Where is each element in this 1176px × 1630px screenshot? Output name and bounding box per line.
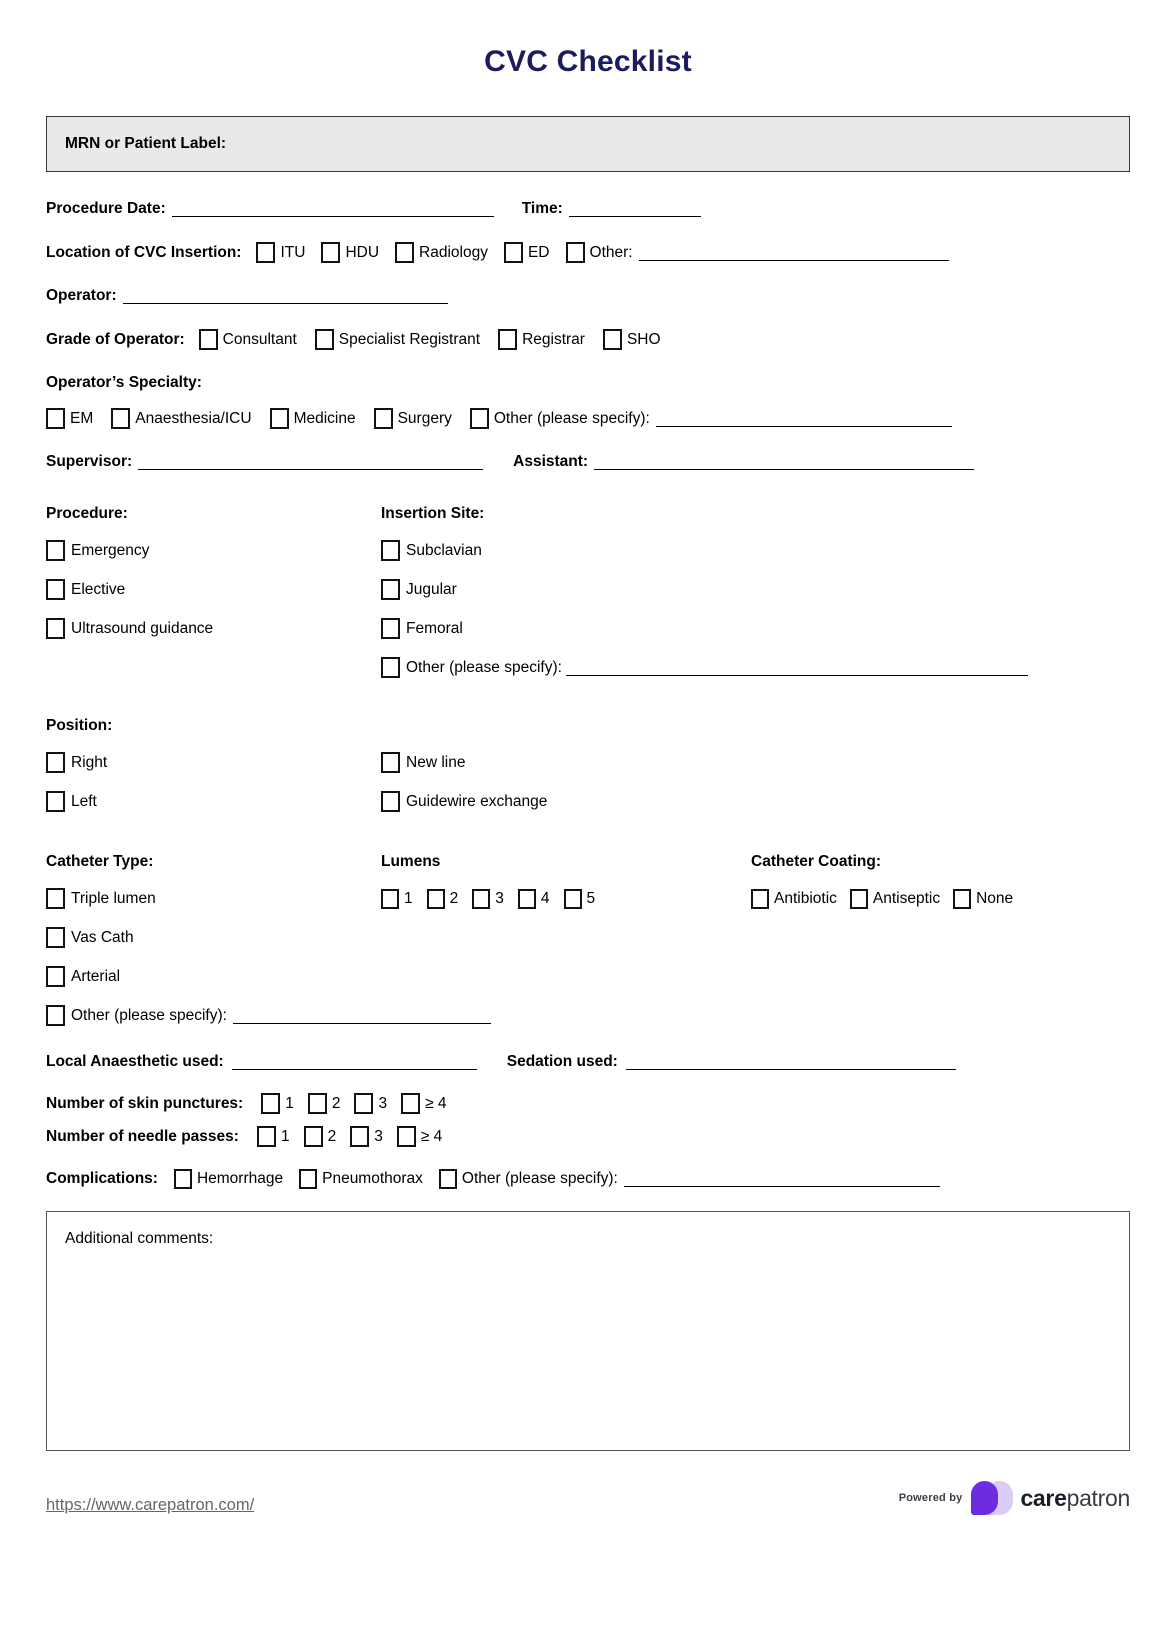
checkbox-needle-passes-4plus[interactable] xyxy=(397,1126,416,1147)
insertion-option-jugular-label: Jugular xyxy=(406,580,457,598)
checkbox-specialist-registrant[interactable] xyxy=(315,329,334,350)
checkbox-emergency[interactable] xyxy=(46,540,65,561)
skin-punctures-option-3[interactable] xyxy=(354,1093,387,1114)
checkbox-triple-lumen[interactable] xyxy=(46,888,65,909)
skin-punctures-row xyxy=(46,1093,1130,1114)
carepatron-logo-icon xyxy=(971,1481,1013,1515)
grade-of-operator-row xyxy=(46,329,1130,350)
checkbox-medicine[interactable] xyxy=(270,408,289,429)
linetype-column xyxy=(381,709,1130,821)
checkbox-needle-passes-2[interactable] xyxy=(304,1126,323,1147)
specialty-other-input[interactable] xyxy=(656,411,952,427)
checkbox-jugular[interactable] xyxy=(381,579,400,600)
catheter-coating-options xyxy=(751,879,1130,918)
grade-label: Grade of Operator: xyxy=(46,330,185,348)
local-anaesthetic-input[interactable] xyxy=(232,1054,477,1070)
grade-option-specialist-registrant[interactable] xyxy=(315,329,480,350)
skin-punctures-option-1-label: 1 xyxy=(285,1094,294,1112)
insertion-site-column xyxy=(381,497,1130,687)
specialty-option-surgery-label: Surgery xyxy=(397,409,452,427)
skin-punctures-option-2[interactable] xyxy=(308,1093,341,1114)
catheter-block xyxy=(46,845,1130,1035)
needle-passes-option-3-label: 3 xyxy=(374,1127,383,1145)
lumens-option-3-label: 3 xyxy=(495,889,504,907)
lumens-column xyxy=(381,845,751,1035)
mrn-patient-label-field[interactable] xyxy=(46,116,1130,172)
procedure-option-ultrasound-label: Ultrasound guidance xyxy=(71,619,214,637)
checkbox-needle-passes-1[interactable] xyxy=(257,1126,276,1147)
needle-passes-option-2-label: 2 xyxy=(327,1127,337,1145)
checkbox-antibiotic[interactable] xyxy=(751,889,769,909)
complications-option-hemorrhage[interactable] xyxy=(174,1169,283,1189)
position-option-left[interactable] xyxy=(46,782,381,821)
location-option-ed[interactable] xyxy=(504,242,550,263)
carepatron-wordmark xyxy=(1020,1485,1130,1512)
anaesthetic-sedation-row xyxy=(46,1053,1130,1071)
checkbox-lumens-5[interactable] xyxy=(564,889,582,909)
checkbox-lumens-1[interactable] xyxy=(381,889,399,909)
location-option-radiology[interactable] xyxy=(395,242,488,263)
lumens-option-5[interactable] xyxy=(564,889,596,909)
needle-passes-option-3[interactable] xyxy=(350,1126,383,1147)
coating-option-antibiotic-label: Antibiotic xyxy=(774,889,837,907)
location-other-input[interactable] xyxy=(639,245,949,261)
grade-option-registrar-label: Registrar xyxy=(522,330,585,348)
specialty-options-row xyxy=(46,408,1130,429)
skin-punctures-option-2-label: 2 xyxy=(331,1094,341,1112)
specialty-option-medicine[interactable] xyxy=(270,408,356,429)
checkbox-skin-punctures-3[interactable] xyxy=(354,1093,373,1114)
insertion-other-label: Other (please specify): xyxy=(406,658,562,676)
catheter-other-label: Other (please specify): xyxy=(71,1006,227,1024)
lumens-option-1-label: 1 xyxy=(404,889,413,907)
location-other-label: Other: xyxy=(589,243,633,261)
checkbox-consultant[interactable] xyxy=(199,329,218,350)
checkbox-lumens-3[interactable] xyxy=(472,889,490,909)
needle-passes-option-4plus-label: ≥ 4 xyxy=(420,1127,443,1145)
skin-punctures-label: Number of skin punctures: xyxy=(46,1094,244,1112)
specialty-option-surgery[interactable] xyxy=(374,408,452,429)
supervisor-assistant-row xyxy=(46,453,1130,471)
checkbox-anaesthesia-icu[interactable] xyxy=(111,408,130,429)
insertion-site-label: Insertion Site: xyxy=(381,505,485,522)
catheter-option-vas-cath-label: Vas Cath xyxy=(71,928,134,946)
time-input[interactable] xyxy=(569,201,701,217)
checkbox-ultrasound-guidance[interactable] xyxy=(46,618,65,639)
checkbox-em[interactable] xyxy=(46,408,65,429)
linetype-option-guidewire-exchange[interactable] xyxy=(381,782,1130,821)
location-option-itu-label: ITU xyxy=(280,243,306,261)
checkbox-new-line[interactable] xyxy=(381,752,400,773)
checkbox-itu[interactable] xyxy=(256,242,275,263)
complications-option-pneumothorax-label: Pneumothorax xyxy=(322,1170,423,1187)
catheter-option-arterial[interactable] xyxy=(46,957,381,996)
skin-punctures-option-3-label: 3 xyxy=(378,1094,388,1112)
wordmark-patron: patron xyxy=(1066,1484,1130,1511)
page-footer xyxy=(46,1481,1130,1515)
location-option-radiology-label: Radiology xyxy=(419,243,488,261)
location-option-other[interactable] xyxy=(566,242,633,263)
catheter-coating-header xyxy=(751,845,1130,879)
checkbox-skin-punctures-1[interactable] xyxy=(261,1093,280,1114)
checkbox-guidewire-exchange[interactable] xyxy=(381,791,400,812)
time-label: Time: xyxy=(521,200,563,217)
checkbox-skin-punctures-2[interactable] xyxy=(308,1093,327,1114)
position-linetype-block xyxy=(46,709,1130,821)
procedure-option-emergency[interactable] xyxy=(46,531,381,570)
insertion-option-femoral[interactable] xyxy=(381,609,1130,648)
grade-option-sho[interactable] xyxy=(603,329,661,350)
local-anaesthetic-label: Local Anaesthetic used: xyxy=(46,1053,224,1070)
logo-blob-front xyxy=(971,1481,998,1515)
insertion-option-other[interactable] xyxy=(381,648,1130,687)
assistant-input[interactable] xyxy=(594,454,974,470)
grade-option-consultant[interactable] xyxy=(199,329,297,350)
additional-comments-field[interactable] xyxy=(46,1211,1130,1451)
checkbox-left[interactable] xyxy=(46,791,65,812)
checkbox-subclavian[interactable] xyxy=(381,540,400,561)
lumens-option-2-label: 2 xyxy=(449,889,459,907)
checkbox-specialty-other[interactable] xyxy=(470,408,489,429)
location-option-hdu-label: HDU xyxy=(345,243,380,261)
position-header xyxy=(46,709,381,743)
lumens-label: Lumens xyxy=(381,853,441,870)
checkbox-sho[interactable] xyxy=(603,329,622,350)
procedure-column xyxy=(46,497,381,687)
specialty-option-medicine-label: Medicine xyxy=(293,409,356,427)
grade-option-consultant-label: Consultant xyxy=(222,330,297,348)
grade-option-sho-label: SHO xyxy=(626,330,661,348)
specialty-header-row xyxy=(46,374,1130,392)
procedure-header xyxy=(46,497,381,531)
checkbox-right[interactable] xyxy=(46,752,65,773)
grade-option-specialist-registrant-label: Specialist Registrant xyxy=(338,330,481,348)
position-label: Position: xyxy=(46,717,113,734)
lumens-options xyxy=(381,879,751,918)
insertion-option-subclavian-label: Subclavian xyxy=(406,541,482,559)
checkbox-needle-passes-3[interactable] xyxy=(350,1126,369,1147)
complications-other-label: Other (please specify): xyxy=(461,1170,618,1187)
procedure-option-ultrasound[interactable] xyxy=(46,609,381,648)
checkbox-location-other[interactable] xyxy=(566,242,585,263)
checkbox-femoral[interactable] xyxy=(381,618,400,639)
carepatron-brand xyxy=(899,1481,1130,1515)
checkbox-hemorrhage[interactable] xyxy=(174,1169,192,1189)
needle-passes-option-2[interactable] xyxy=(304,1126,337,1147)
checkbox-antiseptic[interactable] xyxy=(850,889,868,909)
supervisor-label: Supervisor: xyxy=(46,453,133,470)
location-option-itu[interactable] xyxy=(256,242,305,263)
procedure-option-emergency-label: Emergency xyxy=(71,541,150,559)
position-option-right[interactable] xyxy=(46,743,381,782)
specialty-other-label: Other (please specify): xyxy=(493,409,650,427)
coating-option-none[interactable] xyxy=(953,889,1013,909)
operator-label: Operator: xyxy=(46,287,117,304)
complications-row xyxy=(46,1169,1130,1189)
lumens-option-4[interactable] xyxy=(518,889,550,909)
complications-option-pneumothorax[interactable] xyxy=(299,1169,423,1189)
specialty-option-em[interactable] xyxy=(46,408,93,429)
position-option-left-label: Left xyxy=(71,792,97,810)
powered-by-label: Powered by xyxy=(898,1492,963,1504)
needle-passes-option-1[interactable] xyxy=(257,1126,290,1147)
linetype-option-guidewire-label: Guidewire exchange xyxy=(406,792,548,810)
specialty-option-anaesthesia-icu[interactable] xyxy=(111,408,251,429)
checkbox-vas-cath[interactable] xyxy=(46,927,65,948)
lumens-option-5-label: 5 xyxy=(586,889,596,907)
checkbox-complications-other[interactable] xyxy=(439,1169,457,1189)
lumens-option-3[interactable] xyxy=(472,889,504,909)
carepatron-url-link[interactable]: https://www.carepatron.com/ xyxy=(46,1496,255,1514)
catheter-option-arterial-label: Arterial xyxy=(71,967,121,985)
catheter-type-column xyxy=(46,845,381,1035)
skin-punctures-option-4plus-label: ≥ 4 xyxy=(425,1094,447,1112)
catheter-type-label: Catheter Type: xyxy=(46,853,154,870)
catheter-option-vas-cath[interactable] xyxy=(46,918,381,957)
skin-punctures-option-1[interactable] xyxy=(261,1093,294,1114)
checkbox-arterial[interactable] xyxy=(46,966,65,987)
lumens-option-2[interactable] xyxy=(427,889,459,909)
position-column xyxy=(46,709,381,821)
location-option-ed-label: ED xyxy=(527,243,550,261)
checkbox-pneumothorax[interactable] xyxy=(299,1169,317,1189)
page-title: CVC Checklist xyxy=(484,45,692,78)
operator-input[interactable] xyxy=(123,288,448,304)
operator-row xyxy=(46,287,1130,305)
lumens-option-4-label: 4 xyxy=(540,889,550,907)
linetype-option-new-line[interactable] xyxy=(381,743,1130,782)
catheter-option-triple-lumen[interactable] xyxy=(46,879,381,918)
checkbox-surgery[interactable] xyxy=(374,408,393,429)
position-option-right-label: Right xyxy=(71,753,108,771)
insertion-other-input[interactable] xyxy=(566,660,1028,676)
complications-option-hemorrhage-label: Hemorrhage xyxy=(196,1170,284,1187)
location-row xyxy=(46,242,1130,263)
checkbox-registrar[interactable] xyxy=(498,329,517,350)
catheter-type-header xyxy=(46,845,381,879)
linetype-option-new-line-label: New line xyxy=(406,753,466,771)
checkbox-elective[interactable] xyxy=(46,579,65,600)
location-option-hdu[interactable] xyxy=(321,242,379,263)
mrn-label: MRN or Patient Label: xyxy=(65,135,227,152)
procedure-option-elective[interactable] xyxy=(46,570,381,609)
needle-passes-option-1-label: 1 xyxy=(280,1127,290,1145)
complications-option-other[interactable] xyxy=(439,1169,618,1189)
specialty-option-other[interactable] xyxy=(470,408,650,429)
checkbox-skin-punctures-4plus[interactable] xyxy=(401,1093,420,1114)
catheter-coating-column xyxy=(751,845,1130,1035)
procedure-option-elective-label: Elective xyxy=(71,580,126,598)
checkbox-lumens-4[interactable] xyxy=(518,889,536,909)
checkbox-lumens-2[interactable] xyxy=(427,889,445,909)
needle-passes-row xyxy=(46,1126,1130,1147)
coating-option-antibiotic[interactable] xyxy=(751,889,837,909)
checkbox-hdu[interactable] xyxy=(321,242,340,263)
insertion-option-subclavian[interactable] xyxy=(381,531,1130,570)
insertion-option-femoral-label: Femoral xyxy=(406,619,463,637)
checkbox-coating-none[interactable] xyxy=(953,889,971,909)
specialty-option-em-label: EM xyxy=(70,409,94,427)
procedure-insertion-block xyxy=(46,497,1130,687)
catheter-coating-label: Catheter Coating: xyxy=(751,853,882,870)
catheter-option-triple-lumen-label: Triple lumen xyxy=(71,889,156,907)
additional-comments-label: Additional comments: xyxy=(65,1230,214,1247)
insertion-site-header xyxy=(381,497,1130,531)
sedation-input[interactable] xyxy=(626,1054,956,1070)
complications-other-input[interactable] xyxy=(624,1171,940,1187)
checkbox-insertion-other[interactable] xyxy=(381,657,400,678)
needle-passes-option-4plus[interactable] xyxy=(397,1126,442,1147)
procedure-label: Procedure: xyxy=(46,505,128,522)
checkbox-ed[interactable] xyxy=(504,242,523,263)
checkbox-radiology[interactable] xyxy=(395,242,414,263)
lumens-header xyxy=(381,845,751,879)
skin-punctures-option-4plus[interactable] xyxy=(401,1093,446,1114)
procedure-date-input[interactable] xyxy=(172,201,494,217)
needle-passes-label: Number of needle passes: xyxy=(46,1127,239,1145)
location-label: Location of CVC Insertion: xyxy=(46,243,242,261)
assistant-label: Assistant: xyxy=(513,453,589,470)
supervisor-input[interactable] xyxy=(138,454,483,470)
coating-option-none-label: None xyxy=(976,889,1014,907)
sedation-label: Sedation used: xyxy=(506,1053,618,1070)
procedure-date-label: Procedure Date: xyxy=(46,200,166,217)
wordmark-care: care xyxy=(1020,1484,1067,1511)
specialty-label: Operator’s Specialty: xyxy=(46,374,202,391)
coating-option-antiseptic[interactable] xyxy=(850,889,940,909)
grade-option-registrar[interactable] xyxy=(498,329,585,350)
specialty-option-anaesthesia-icu-label: Anaesthesia/ICU xyxy=(135,409,252,427)
checkbox-catheter-other[interactable] xyxy=(46,1005,65,1026)
lumens-option-1[interactable] xyxy=(381,889,413,909)
complications-label: Complications: xyxy=(46,1170,158,1187)
procedure-date-time-row xyxy=(46,200,1130,218)
coating-option-antiseptic-label: Antiseptic xyxy=(872,889,941,907)
insertion-option-jugular[interactable] xyxy=(381,570,1130,609)
